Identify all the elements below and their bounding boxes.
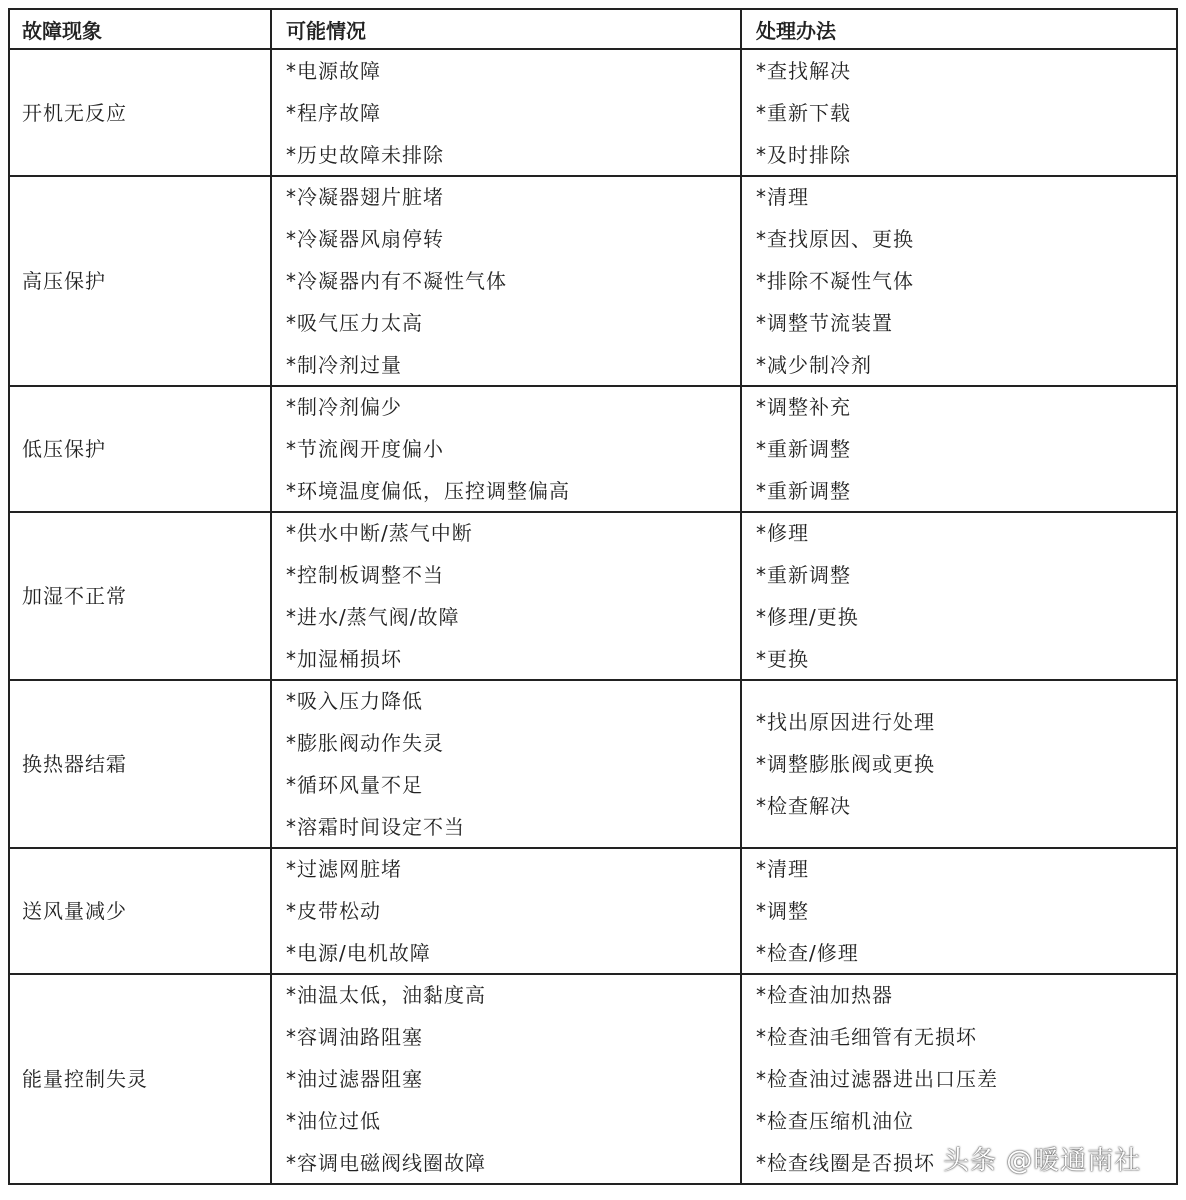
causes-cell bbox=[272, 681, 742, 847]
cause-item: *过滤网脏堵 bbox=[286, 857, 402, 881]
solutions-cell bbox=[742, 849, 1176, 973]
cause-item: *油位过低 bbox=[286, 1109, 381, 1133]
solution-item: *调整膨胀阀或更换 bbox=[756, 752, 935, 776]
solutions-cell bbox=[742, 513, 1176, 679]
causes-cell bbox=[272, 387, 742, 511]
cause-item: *节流阀开度偏小 bbox=[286, 437, 444, 461]
cause-item: *电源/电机故障 bbox=[286, 941, 431, 965]
table-row bbox=[10, 847, 1176, 973]
solution-item: *排除不凝性气体 bbox=[756, 269, 914, 293]
solution-item: *调整补充 bbox=[756, 395, 851, 419]
solution-item: *检查压缩机油位 bbox=[756, 1109, 914, 1133]
cause-item: *进水/蒸气阀/故障 bbox=[286, 605, 460, 629]
solution-item: *重新调整 bbox=[756, 479, 851, 503]
solution-item: *查找解决 bbox=[756, 58, 851, 83]
solution-item: *修理/更换 bbox=[756, 605, 859, 629]
symptom-cell bbox=[10, 975, 272, 1183]
cause-item: *加湿桶损坏 bbox=[286, 647, 402, 671]
cause-item: *制冷剂过量 bbox=[286, 353, 402, 377]
solution-item: *清理 bbox=[756, 857, 809, 881]
cause-item: *膨胀阀动作失灵 bbox=[286, 731, 444, 755]
cause-item: *环境温度偏低，压控调整偏高 bbox=[286, 479, 570, 503]
cause-item: *容调油路阻塞 bbox=[286, 1025, 423, 1049]
table-row bbox=[10, 511, 1176, 679]
solution-item: *检查线圈是否损坏 bbox=[756, 1151, 935, 1175]
solution-item: *调整节流装置 bbox=[756, 311, 893, 335]
solution-item: *重新下载 bbox=[756, 100, 851, 125]
cause-item: *冷凝器内有不凝性气体 bbox=[286, 269, 507, 293]
cause-item: *油温太低，油黏度高 bbox=[286, 983, 486, 1007]
causes-cell bbox=[272, 849, 742, 973]
solutions-cell bbox=[742, 50, 1176, 175]
solution-item: *检查油过滤器进出口压差 bbox=[756, 1067, 998, 1091]
cause-item: *电源故障 bbox=[286, 58, 381, 83]
cause-item: *历史故障未排除 bbox=[286, 142, 444, 167]
solution-item: *检查油毛细管有无损坏 bbox=[756, 1025, 977, 1049]
solution-item: *查找原因、更换 bbox=[756, 227, 914, 251]
cause-item: *控制板调整不当 bbox=[286, 563, 444, 587]
table-row bbox=[10, 385, 1176, 511]
solution-item: *找出原因进行处理 bbox=[756, 710, 935, 734]
table-row bbox=[10, 679, 1176, 847]
symptom-cell bbox=[10, 387, 272, 511]
solution-item: *修理 bbox=[756, 521, 809, 545]
symptom-text: 加湿不正常 bbox=[22, 584, 127, 608]
solution-item: *重新调整 bbox=[756, 563, 851, 587]
solution-item: *更换 bbox=[756, 647, 809, 671]
cause-item: *油过滤器阻塞 bbox=[286, 1067, 423, 1091]
cause-item: *皮带松动 bbox=[286, 899, 381, 923]
symptom-text: 送风量减少 bbox=[22, 899, 127, 923]
header-causes: 可能情况 bbox=[272, 10, 742, 48]
solution-item: *重新调整 bbox=[756, 437, 851, 461]
solutions-cell bbox=[742, 177, 1176, 385]
symptom-cell bbox=[10, 177, 272, 385]
solutions-cell bbox=[742, 681, 1176, 847]
symptom-text: 换热器结霜 bbox=[22, 752, 127, 776]
solution-item: *检查油加热器 bbox=[756, 983, 893, 1007]
cause-item: *容调电磁阀线圈故障 bbox=[286, 1151, 486, 1175]
cause-item: *程序故障 bbox=[286, 100, 381, 125]
causes-cell bbox=[272, 975, 742, 1183]
fault-table bbox=[8, 8, 1178, 1185]
symptom-text: 高压保护 bbox=[22, 269, 106, 293]
table-row bbox=[10, 175, 1176, 385]
symptom-cell bbox=[10, 681, 272, 847]
symptom-cell bbox=[10, 50, 272, 175]
solution-item: *及时排除 bbox=[756, 142, 851, 167]
symptom-text: 开机无反应 bbox=[22, 100, 127, 125]
header-solutions: 处理办法 bbox=[756, 18, 836, 43]
cause-item: *制冷剂偏少 bbox=[286, 395, 402, 419]
cause-item: *供水中断/蒸气中断 bbox=[286, 521, 473, 545]
symptom-text: 能量控制失灵 bbox=[22, 1067, 148, 1091]
causes-cell bbox=[272, 513, 742, 679]
solution-item: *减少制冷剂 bbox=[756, 353, 872, 377]
table-body bbox=[10, 48, 1176, 1183]
table-row bbox=[10, 48, 1176, 175]
symptom-text: 低压保护 bbox=[22, 437, 106, 461]
cause-item: *吸入压力降低 bbox=[286, 689, 423, 713]
cause-item: *冷凝器翅片脏堵 bbox=[286, 185, 444, 209]
watermark: 头条 @暖通南社 bbox=[943, 1146, 1142, 1176]
solution-item: *清理 bbox=[756, 185, 809, 209]
causes-cell bbox=[272, 50, 742, 175]
solutions-cell bbox=[742, 387, 1176, 511]
cause-item: *吸气压力太高 bbox=[286, 311, 423, 335]
cause-item: *冷凝器风扇停转 bbox=[286, 227, 444, 251]
header-symptom: 故障现象 bbox=[10, 10, 272, 48]
table-header bbox=[10, 10, 1176, 48]
symptom-cell bbox=[10, 849, 272, 973]
solution-item: *检查解决 bbox=[756, 794, 851, 818]
causes-cell bbox=[272, 177, 742, 385]
symptom-cell bbox=[10, 513, 272, 679]
cause-item: *溶霜时间设定不当 bbox=[286, 815, 465, 839]
cause-item: *循环风量不足 bbox=[286, 773, 423, 797]
solution-item: *检查/修理 bbox=[756, 941, 859, 965]
solution-item: *调整 bbox=[756, 899, 809, 923]
